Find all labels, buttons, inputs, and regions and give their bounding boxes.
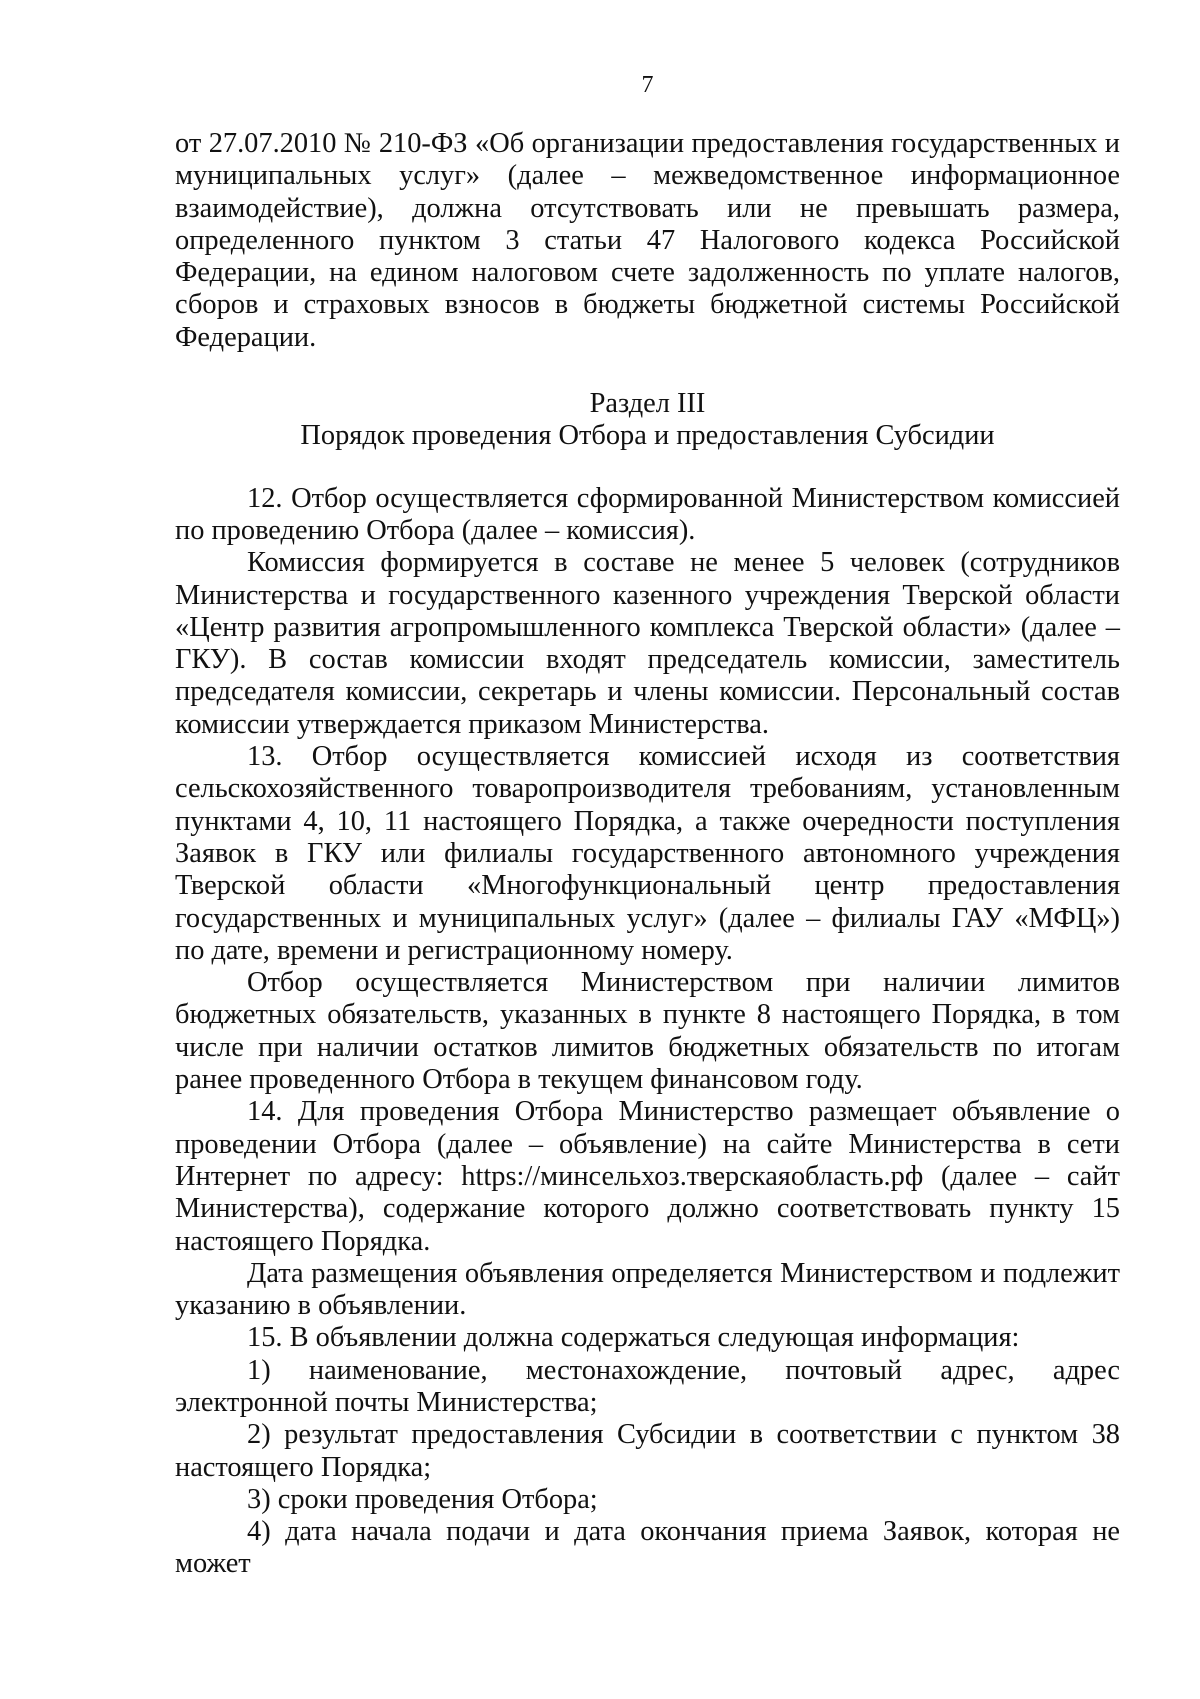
list-item-4: 4) дата начала подачи и дата окончания приема Заявок, которая не может bbox=[175, 1516, 1120, 1580]
paragraph-selection-limits: Отбор осуществляется Министерством при наличии лимитов бюджетных обязательств, указанных в пункте 8 настоящего Порядка, в том числе при наличии остатков лимитов бюджетных обязательств по итогам ранее проведенного Отбора в текущем финансовом году. bbox=[175, 967, 1120, 1096]
section-number: Раздел III bbox=[589, 388, 706, 420]
list-item-1: 1) наименование, местонахождение, почтовый адрес, адрес электронной почты Министерства; bbox=[175, 1354, 1120, 1418]
document-body bbox=[175, 128, 1120, 1581]
list-item-3: 3) сроки проведения Отбора; bbox=[247, 1483, 598, 1515]
paragraph-13: 13. Отбор осуществляется комиссией исходя из соответствия сельскохозяйственного товаропроизводителя требованиям, установленным пунктами 4, 10, 11 настоящего Порядка, а также очередности поступления Заявок в ГКУ или филиалы государственного автономного учреждения Тверской области «Многофункциональный центр предоставления государственных и муниципальных услуг» (далее – филиалы ГАУ «МФЦ») по дате, времени и регистрационному номеру. bbox=[175, 741, 1120, 966]
paragraph-12: 12. Отбор осуществляется сформированной Министерством комиссией по проведению Отбора (далее – комиссия). bbox=[175, 482, 1120, 546]
paragraph-14: 14. Для проведения Отбора Министерство размещает объявление о проведении Отбора (далее – объявление) на сайте Министерства в сети Интернет по адресу: https://минсельхоз.тверскаяобласть.рф (далее – сайт Министерства), содержание которого должно соответствовать пункту 15 настоящего Порядка. bbox=[175, 1096, 1120, 1257]
paragraph-announcement-date: Дата размещения объявления определяется Министерством и подлежит указанию в объявлении. bbox=[175, 1257, 1120, 1322]
section-title: Порядок проведения Отбора и предоставления Субсидии bbox=[300, 420, 995, 452]
paragraph-15: 15. В объявлении должна содержаться следующая информация: bbox=[247, 1322, 1020, 1354]
section-heading bbox=[175, 388, 1120, 453]
page-number: 7 bbox=[641, 72, 654, 98]
list-item-2: 2) результат предоставления Субсидии в соответствии с пунктом 38 настоящего Порядка; bbox=[175, 1419, 1120, 1483]
paragraph-commission: Комиссия формируется в составе не менее 5 человек (сотрудников Министерства и государственного казенного учреждения Тверской области «Центр развития агропромышленного комплекса Тверской области» (далее – ГКУ). В состав комиссии входят председатель комиссии, заместитель председателя комиссии, секретарь и члены комиссии. Персональный состав комиссии утверждается приказом Министерства. bbox=[175, 547, 1120, 740]
intro-paragraph: от 27.07.2010 № 210-ФЗ «Об организации предоставления государственных и муниципальных услуг» (далее – межведомственное информационное взаимодействие), должна отсутствовать или не превышать размера, определенного пунктом 3 статьи 47 Налогового кодекса Российской Федерации, на едином налоговом счете задолженность по уплате налогов, сборов и страховых взносов в бюджеты бюджетной системы Российской Федерации. bbox=[175, 128, 1120, 353]
